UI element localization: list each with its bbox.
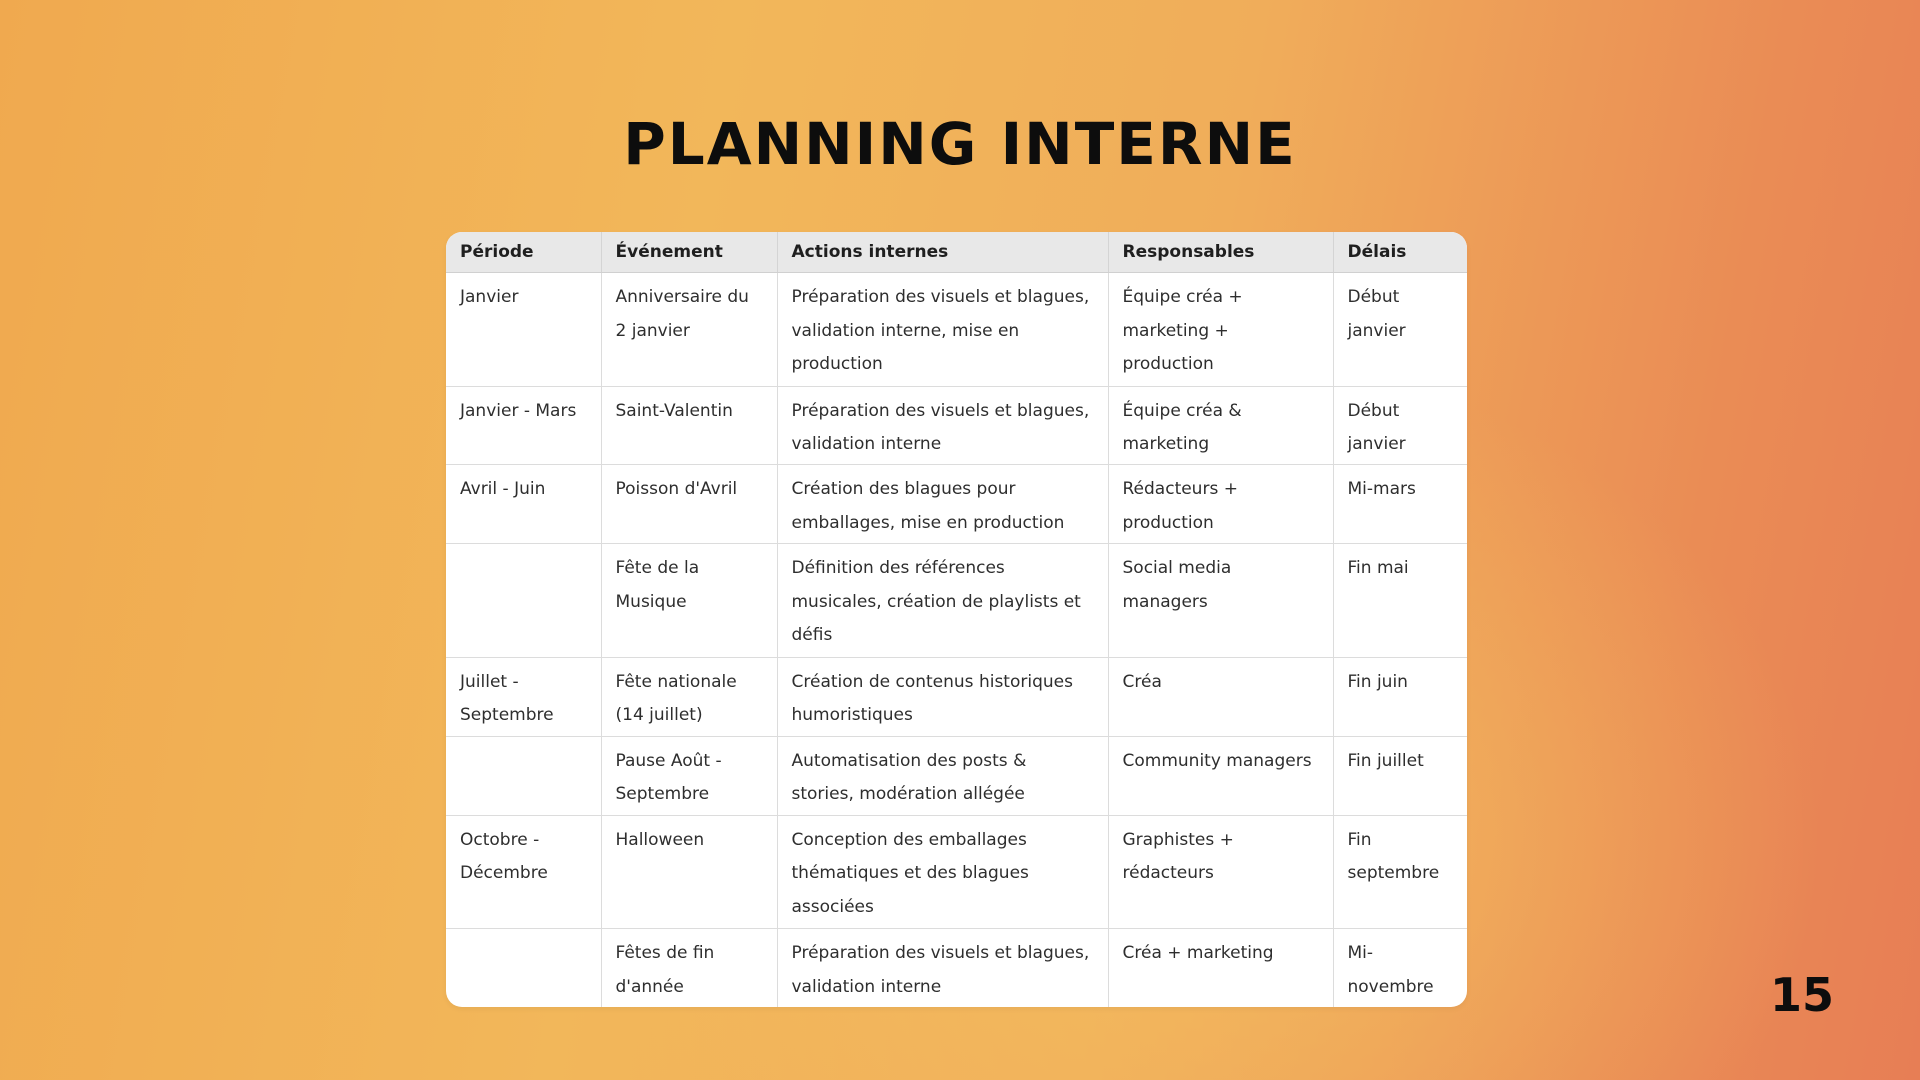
cell-actions: Préparation des visuels et blagues, validation interne [777, 929, 1108, 1007]
cell-responsables: Graphistes + rédacteurs [1108, 815, 1333, 929]
header-actions: Actions internes [777, 232, 1108, 273]
table-row [446, 544, 1467, 658]
cell-responsables: Créa [1108, 657, 1333, 736]
cell-periode: Janvier [446, 273, 601, 387]
table-row [446, 273, 1467, 387]
table-row [446, 929, 1467, 1007]
cell-periode: Avril - Juin [446, 465, 601, 544]
slide-title: PLANNING INTERNE [623, 110, 1297, 178]
cell-responsables: Rédacteurs + production [1108, 465, 1333, 544]
cell-periode: Octobre - Décembre [446, 815, 601, 929]
cell-periode: Janvier - Mars [446, 386, 601, 465]
header-evenement: Événement [601, 232, 777, 273]
planning-table [446, 232, 1467, 1007]
cell-delais: Mi-novembre [1347, 943, 1434, 997]
cell-periode [446, 929, 601, 1007]
cell-periode [446, 544, 601, 658]
cell-evenement: Anniversaire du 2 janvier [601, 273, 777, 387]
cell-delais: Fin mai [1333, 544, 1467, 658]
cell-evenement: Saint-Valentin [601, 386, 777, 465]
header-periode: Période [446, 232, 601, 273]
cell-actions: Automatisation des posts & stories, modération allégée [777, 736, 1108, 815]
table-row [446, 815, 1467, 929]
planning-table-card [446, 232, 1467, 1007]
page-number: 15 [1770, 968, 1835, 1022]
cell-delais: Fin septembre [1333, 815, 1467, 929]
cell-evenement: Fête nationale (14 juillet) [601, 657, 777, 736]
cell-evenement: Pause Août - Septembre [601, 736, 777, 815]
cell-actions: Préparation des visuels et blagues, validation interne, mise en production [777, 273, 1108, 387]
cell-actions: Création des blagues pour emballages, mise en production [777, 465, 1108, 544]
cell-evenement: Halloween [601, 815, 777, 929]
cell-actions: Création de contenus historiques humoristiques [777, 657, 1108, 736]
cell-delais: Mi-mars [1333, 465, 1467, 544]
cell-delais: Fin juin [1333, 657, 1467, 736]
cell-responsables: Créa + marketing [1108, 929, 1333, 1007]
table-row [446, 736, 1467, 815]
header-responsables: Responsables [1108, 232, 1333, 273]
table-header-row [446, 232, 1467, 273]
cell-evenement: Fête de la Musique [601, 544, 777, 658]
cell-evenement: Fêtes de fin d'année [601, 929, 777, 1007]
table-row [446, 386, 1467, 465]
cell-periode [446, 736, 601, 815]
cell-responsables: Équipe créa + marketing + production [1108, 273, 1333, 387]
header-delais: Délais [1333, 232, 1467, 273]
table-row [446, 657, 1467, 736]
cell-delais: Fin juillet [1333, 736, 1467, 815]
cell-actions: Définition des références musicales, création de playlists et défis [777, 544, 1108, 658]
cell-actions: Conception des emballages thématiques et des blagues associées [777, 815, 1108, 929]
cell-periode: Juillet - Septembre [446, 657, 601, 736]
cell-actions: Préparation des visuels et blagues, validation interne [777, 386, 1108, 465]
cell-delais: Début janvier [1333, 386, 1467, 465]
cell-delais: Début janvier [1333, 273, 1467, 387]
cell-responsables: Social media managers [1108, 544, 1333, 658]
cell-evenement: Poisson d'Avril [601, 465, 777, 544]
table-row [446, 465, 1467, 544]
cell-responsables: Équipe créa & marketing [1108, 386, 1333, 465]
cell-responsables: Community managers [1108, 736, 1333, 815]
